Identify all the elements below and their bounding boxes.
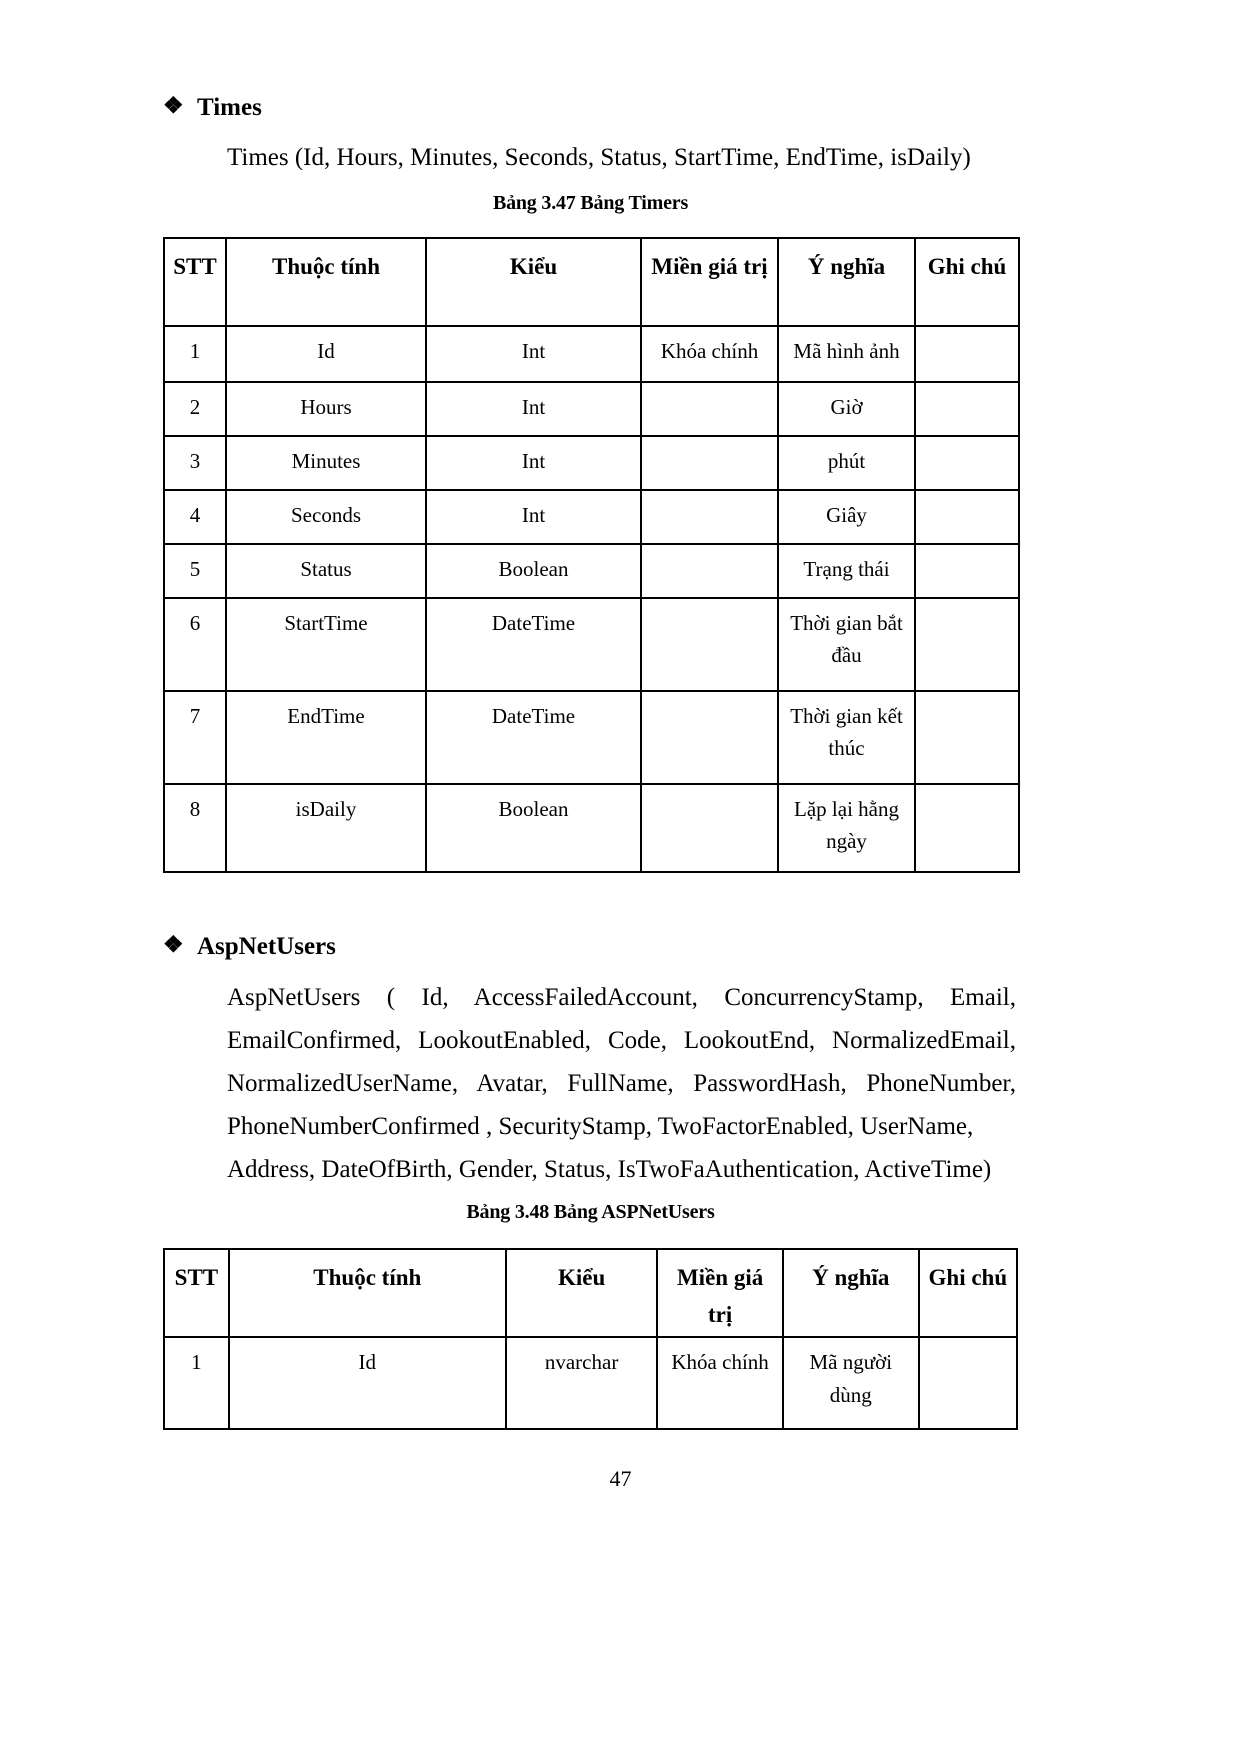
table-row — [164, 1337, 1017, 1429]
cell-meaning — [778, 436, 915, 490]
cell-type-value: DateTime — [491, 703, 576, 728]
cell-stt — [164, 691, 226, 784]
column-header-stt — [164, 1249, 229, 1337]
cell-type-value: Int — [521, 394, 546, 419]
table-row — [164, 436, 1019, 490]
section-heading-label: Times — [197, 94, 262, 121]
column-header-note — [919, 1249, 1017, 1337]
column-header-meaning-label: Ý nghĩa — [812, 1265, 890, 1290]
cell-domain — [641, 436, 778, 490]
section-gap — [163, 873, 1018, 931]
table-timers — [163, 237, 1020, 873]
cell-type — [426, 784, 641, 872]
cell-type-value: nvarchar — [544, 1350, 619, 1374]
aspnetusers-relation-text — [227, 976, 1016, 1191]
cell-domain-value — [642, 785, 777, 793]
cell-meaning-value: Lặp lại hằng ngày — [794, 796, 899, 854]
cell-attribute-value: Status — [300, 556, 352, 581]
column-header-type-label: Kiểu — [509, 253, 558, 279]
table-timers-body — [164, 326, 1019, 872]
diamond-bullet-icon: ❖ — [163, 931, 184, 957]
cell-note-value — [920, 1338, 1016, 1346]
diamond-bullet-icon: ❖ — [163, 93, 184, 118]
cell-stt — [164, 490, 226, 544]
column-header-type-label: Kiểu — [557, 1265, 606, 1290]
cell-meaning-value: phút — [827, 448, 866, 473]
column-header-domain — [641, 238, 778, 326]
cell-note — [915, 598, 1019, 691]
cell-meaning-value: Giây — [826, 502, 867, 527]
cell-meaning-value: Trạng thái — [803, 556, 890, 581]
table-row — [164, 784, 1019, 872]
cell-meaning — [778, 784, 915, 872]
cell-domain-value: Khóa chính — [660, 338, 759, 363]
cell-domain — [641, 784, 778, 872]
cell-stt — [164, 544, 226, 598]
cell-type — [426, 598, 641, 691]
cell-stt-value: 1 — [189, 338, 201, 363]
cell-domain — [641, 598, 778, 691]
table-row — [164, 382, 1019, 436]
cell-meaning-value: Thời gian kết thúc — [790, 703, 903, 761]
cell-meaning — [778, 326, 915, 382]
heading-gap — [163, 962, 1018, 976]
table-row — [164, 490, 1019, 544]
cell-domain — [641, 326, 778, 382]
cell-stt-value: 5 — [189, 556, 201, 581]
cell-note — [915, 326, 1019, 382]
cell-domain — [641, 382, 778, 436]
column-header-attribute-label: Thuộc tính — [271, 253, 380, 279]
column-header-type — [506, 1249, 658, 1337]
cell-stt-value: 2 — [189, 394, 201, 419]
cell-note-value — [916, 692, 1018, 700]
relation-line: Address, DateOfBirth, Gender, Status, IsTwoFaAuthentication, ActiveTime) — [227, 1156, 992, 1183]
caption-gap — [163, 1191, 1018, 1201]
cell-note-value — [916, 437, 1018, 445]
cell-meaning — [778, 382, 915, 436]
cell-meaning — [783, 1337, 919, 1429]
cell-type-value: Int — [521, 502, 546, 527]
cell-type — [426, 326, 641, 382]
heading-gap — [163, 123, 1018, 137]
table-caption-aspnetusers: Bảng 3.48 Bảng ASPNetUsers — [466, 1201, 715, 1223]
column-header-note-label: Ghi chú — [927, 253, 1007, 279]
cell-domain-value — [642, 437, 777, 445]
cell-meaning — [778, 544, 915, 598]
cell-note-value — [916, 383, 1018, 391]
cell-attribute — [226, 326, 426, 382]
cell-note-value — [916, 327, 1018, 335]
table-header-row — [164, 238, 1019, 326]
cell-domain-value — [642, 383, 777, 391]
cell-note — [915, 490, 1019, 544]
cell-domain-value — [642, 545, 777, 553]
cell-stt-value: 4 — [189, 502, 201, 527]
table-gap — [163, 215, 1018, 237]
cell-stt — [164, 326, 226, 382]
column-header-domain-label: Miền giá trị — [676, 1265, 764, 1327]
table-gap — [163, 1224, 1018, 1248]
cell-meaning — [778, 691, 915, 784]
cell-type-value: Int — [521, 448, 546, 473]
cell-attribute — [226, 436, 426, 490]
cell-attribute — [226, 691, 426, 784]
cell-attribute-value: Id — [317, 338, 335, 363]
column-header-attribute-label: Thuộc tính — [313, 1265, 422, 1290]
cell-domain-value — [642, 692, 777, 700]
cell-type — [426, 544, 641, 598]
caption-gap — [163, 180, 1018, 192]
column-header-note-label: Ghi chú — [928, 1265, 1008, 1290]
page-number: 47 — [609, 1466, 632, 1491]
column-header-meaning — [783, 1249, 919, 1337]
column-header-stt-label: STT — [173, 253, 217, 279]
cell-attribute — [226, 382, 426, 436]
cell-meaning-value: Thời gian bắt đầu — [790, 610, 903, 668]
table-aspnetusers — [163, 1248, 1018, 1430]
column-header-stt-label: STT — [174, 1265, 219, 1290]
column-header-domain-label: Miền giá trị — [651, 253, 768, 279]
cell-domain-value — [642, 599, 777, 607]
cell-type — [506, 1337, 658, 1429]
top-spacer — [163, 0, 1018, 92]
cell-attribute — [226, 784, 426, 872]
cell-note-value — [916, 491, 1018, 499]
section-heading-aspnetusers — [163, 931, 1018, 962]
section-heading-times — [163, 92, 1018, 123]
cell-stt — [164, 784, 226, 872]
cell-attribute-value: Id — [358, 1350, 377, 1374]
cell-note-value — [916, 785, 1018, 793]
cell-domain-value — [642, 491, 777, 499]
page-content — [163, 0, 1018, 1430]
column-header-attribute — [226, 238, 426, 326]
table-header-row — [164, 1249, 1017, 1337]
cell-stt — [164, 436, 226, 490]
cell-stt — [164, 1337, 229, 1429]
cell-domain — [641, 490, 778, 544]
cell-domain-value: Khóa chính — [671, 1350, 769, 1374]
cell-stt — [164, 382, 226, 436]
cell-meaning — [778, 490, 915, 544]
table-row — [164, 598, 1019, 691]
cell-note — [915, 382, 1019, 436]
column-header-stt — [164, 238, 226, 326]
cell-type — [426, 691, 641, 784]
cell-stt-value: 1 — [191, 1350, 202, 1374]
cell-note — [915, 784, 1019, 872]
cell-stt-value: 3 — [189, 448, 201, 473]
times-relation-text: Times (Id, Hours, Minutes, Seconds, Status, StartTime, EndTime, isDaily) — [227, 144, 971, 172]
cell-note — [919, 1337, 1017, 1429]
relation-line: NormalizedUserName, Avatar, FullName, PasswordHash, PhoneNumber, — [227, 1070, 1016, 1097]
column-header-type — [426, 238, 641, 326]
cell-domain — [657, 1337, 782, 1429]
cell-attribute — [226, 544, 426, 598]
cell-type — [426, 382, 641, 436]
column-header-meaning — [778, 238, 915, 326]
cell-type-value: Int — [521, 338, 546, 363]
cell-stt-value: 6 — [189, 610, 201, 635]
cell-type-value: Boolean — [498, 556, 569, 581]
cell-type-value: DateTime — [491, 610, 576, 635]
cell-attribute-value: Minutes — [291, 448, 361, 473]
cell-type — [426, 436, 641, 490]
cell-note-value — [916, 599, 1018, 607]
cell-attribute — [226, 598, 426, 691]
column-header-attribute — [229, 1249, 506, 1337]
section-heading-label: AspNetUsers — [197, 932, 336, 960]
table-row — [164, 691, 1019, 784]
cell-note — [915, 436, 1019, 490]
cell-meaning — [778, 598, 915, 691]
cell-attribute-value: EndTime — [287, 703, 365, 728]
cell-attribute-value: Hours — [300, 394, 352, 419]
cell-meaning-value: Mã người dùng — [809, 1350, 893, 1407]
cell-note-value — [916, 545, 1018, 553]
cell-type-value: Boolean — [498, 796, 569, 821]
cell-domain — [641, 544, 778, 598]
cell-meaning-value: Mã hình ảnh — [793, 338, 900, 363]
table-aspnetusers-body — [164, 1337, 1017, 1429]
relation-line: AspNetUsers ( Id, AccessFailedAccount, ConcurrencyStamp, Email, — [227, 984, 1016, 1011]
cell-attribute-value: Seconds — [291, 502, 361, 527]
relation-line: PhoneNumberConfirmed , SecurityStamp, TwoFactorEnabled, UserName, — [227, 1113, 974, 1140]
cell-attribute-value: isDaily — [295, 796, 357, 821]
column-header-domain — [657, 1249, 782, 1337]
table-row — [164, 544, 1019, 598]
cell-attribute — [229, 1337, 506, 1429]
table-row — [164, 326, 1019, 382]
cell-note — [915, 691, 1019, 784]
relation-line: EmailConfirmed, LookoutEnabled, Code, LookoutEnd, NormalizedEmail, — [227, 1027, 1016, 1054]
cell-attribute-value: StartTime — [284, 610, 368, 635]
cell-stt — [164, 598, 226, 691]
cell-note — [915, 544, 1019, 598]
table-caption-timers: Bảng 3.47 Bảng Timers — [492, 191, 689, 214]
column-header-meaning-label: Ý nghĩa — [807, 253, 886, 279]
cell-meaning-value: Giờ — [830, 394, 863, 419]
cell-type — [426, 490, 641, 544]
cell-stt-value: 7 — [189, 703, 201, 728]
cell-domain — [641, 691, 778, 784]
cell-stt-value: 8 — [189, 796, 201, 821]
column-header-note — [915, 238, 1019, 326]
cell-attribute — [226, 490, 426, 544]
